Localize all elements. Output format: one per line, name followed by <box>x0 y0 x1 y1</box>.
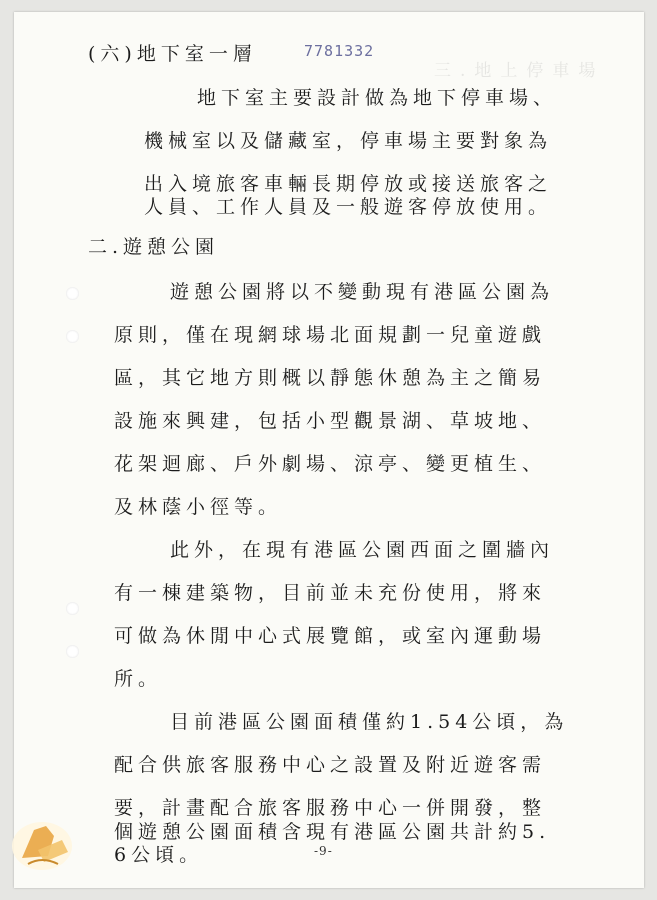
punch-hole-icon <box>66 287 79 300</box>
paragraph-line: 有一棟建築物，目前並未充份使用，將來 <box>114 582 547 604</box>
paragraph-line: 花架迴廊、戶外劇場、涼亭、變更植生、 <box>114 453 547 475</box>
punch-hole-icon <box>66 330 79 343</box>
paragraph-line: 人員、工作人員及一般遊客停放使用。 <box>144 196 553 218</box>
document-page <box>14 12 644 888</box>
paragraph-line: 所。 <box>114 668 163 690</box>
paragraph-line: 地下室主要設計做為地下停車場、 <box>197 87 558 109</box>
paragraph-line: 個遊憩公園面積含現有港區公園共計約5. <box>114 821 551 843</box>
page-number: -9- <box>314 844 333 858</box>
paragraph-line: 出入境旅客車輛長期停放或接送旅客之 <box>144 173 553 195</box>
punch-hole-icon <box>66 645 79 658</box>
punch-hole-icon <box>66 602 79 615</box>
paragraph-line: 要，計畫配合旅客服務中心一併開發，整 <box>114 797 547 819</box>
bleed-through-texture: 三.地上停車場 <box>434 61 605 81</box>
paragraph-line: 機械室以及儲藏室，停車場主要對象為 <box>144 130 553 152</box>
paragraph-line: 設施來興建，包括小型觀景湖、草坡地、 <box>114 410 547 432</box>
section-heading: (六)地下室一層 <box>88 43 257 65</box>
paragraph-line: 遊憩公園將以不變動現有港區公園為 <box>170 281 555 303</box>
paragraph-line: 原則，僅在現網球場北面規劃一兒童遊戲 <box>114 324 547 346</box>
document-stamp-number: 7781332 <box>304 42 375 60</box>
paragraph-line: 目前港區公園面積僅約1.54公頃，為 <box>170 711 569 733</box>
library-logo-icon <box>4 806 86 876</box>
paragraph-line: 及林蔭小徑等。 <box>114 496 283 518</box>
section-heading: 二.遊憩公園 <box>88 236 220 258</box>
paragraph-line: 6公頃。 <box>114 844 204 866</box>
paragraph-line: 此外，在現有港區公園西面之圍牆內 <box>170 539 555 561</box>
paragraph-line: 可做為休閒中心式展覽館，或室內運動場 <box>114 625 547 647</box>
paragraph-line: 配合供旅客服務中心之設置及附近遊客需 <box>114 754 547 776</box>
paragraph-line: 區，其它地方則概以靜態休憩為主之簡易 <box>114 367 547 389</box>
